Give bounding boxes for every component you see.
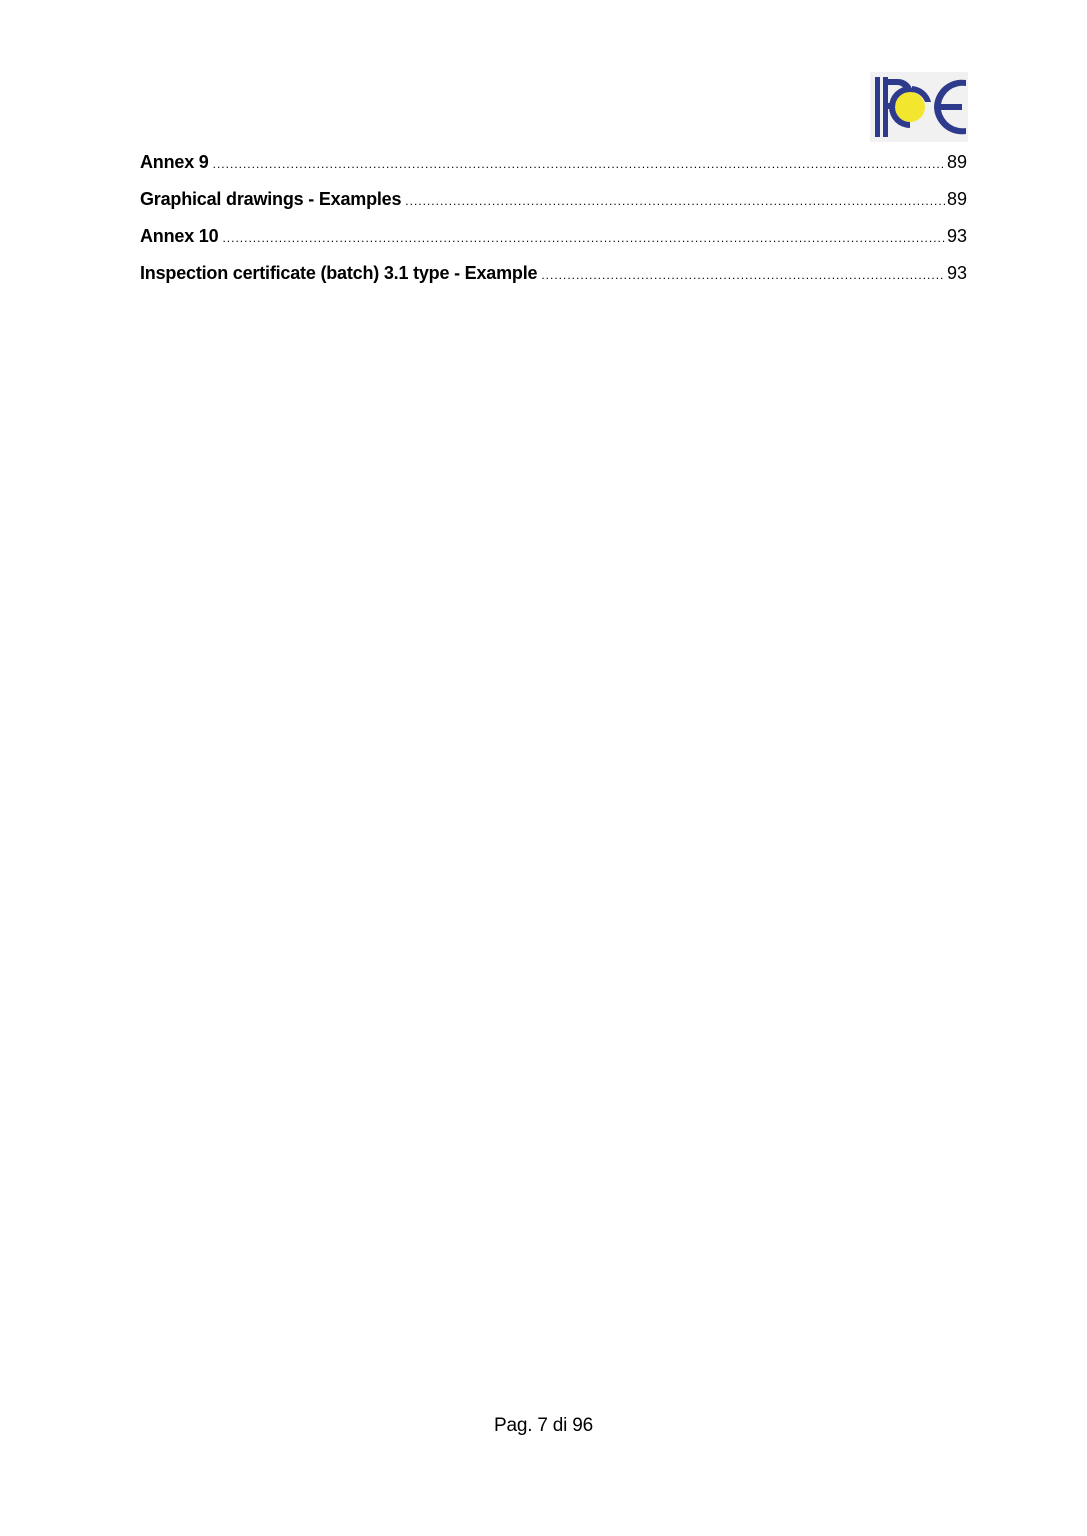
toc-dot-leader (405, 189, 945, 213)
toc-dot-leader (541, 263, 945, 287)
toc-entry-page: 89 (946, 152, 967, 172)
page-number-label: Pag. 7 di 96 (493, 1415, 593, 1436)
table-of-contents (140, 150, 967, 298)
toc-entry-inspection-certificate[interactable] (140, 261, 967, 298)
toc-entry-page: 89 (946, 189, 967, 209)
toc-entry-title: Annex 10 (140, 226, 219, 246)
toc-dot-leader (213, 152, 945, 176)
company-logo (870, 72, 968, 142)
page-footer (0, 1414, 1087, 1438)
toc-entry-title: Annex 9 (140, 152, 209, 172)
toc-entry-title: Graphical drawings - Examples (140, 189, 402, 209)
toc-dot-leader (222, 226, 945, 250)
toc-entry-page: 93 (946, 263, 967, 283)
toc-entry-page: 93 (946, 226, 967, 246)
toc-entry-annex-9[interactable] (140, 150, 967, 187)
toc-entry-title: Inspection certificate (batch) 3.1 type - Example (140, 263, 538, 283)
ipoe-logo-icon (870, 72, 968, 142)
toc-entry-graphical-drawings[interactable] (140, 187, 967, 224)
toc-entry-annex-10[interactable] (140, 224, 967, 261)
